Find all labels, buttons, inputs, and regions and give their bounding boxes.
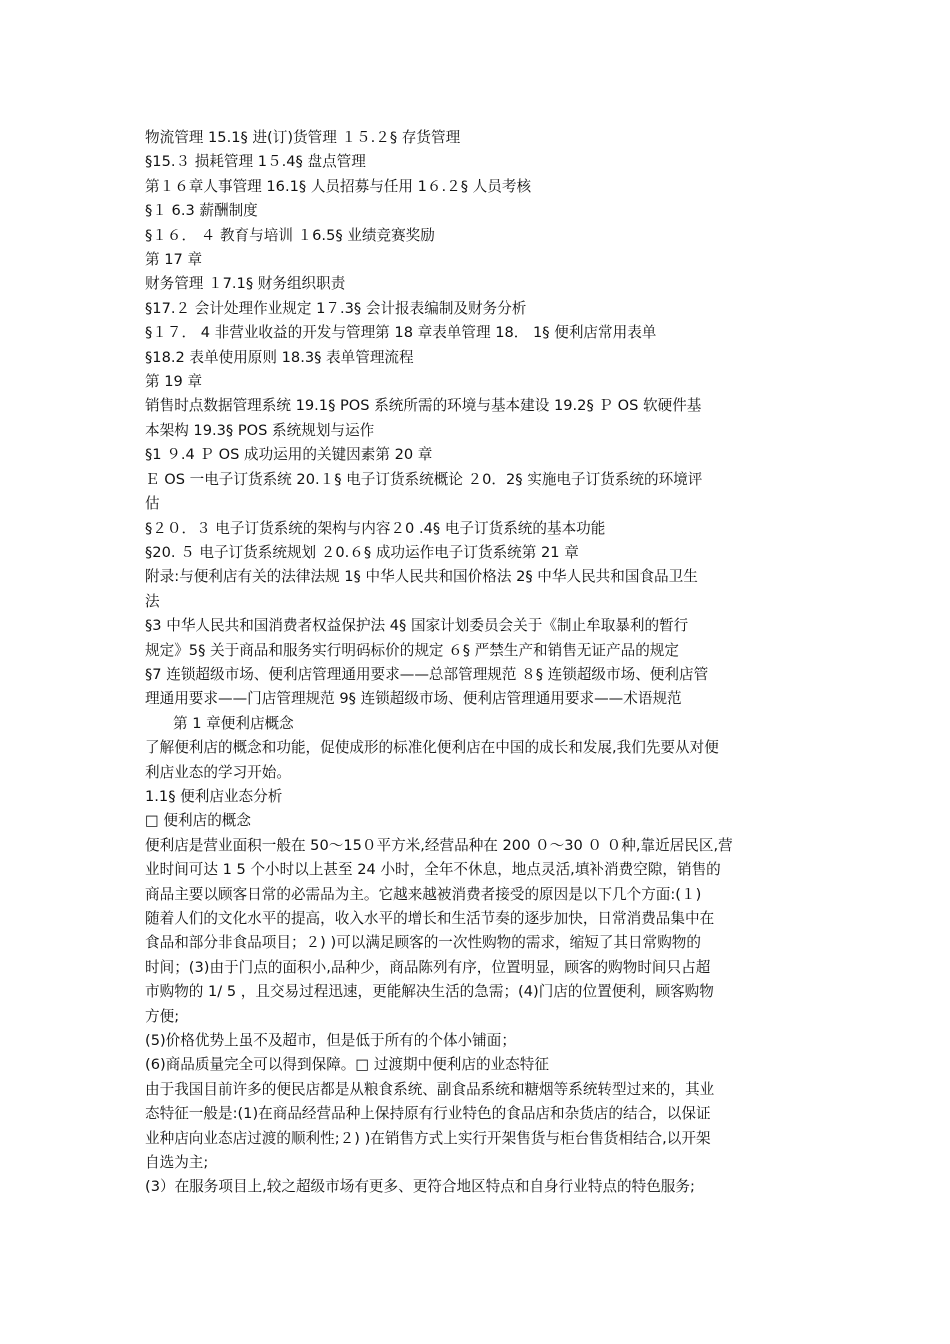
toc-line: §17.２ 会计处理作业规定 1７.3§ 会计报表编制及财务分析 bbox=[145, 299, 527, 317]
body-line: 利店业态的学习开始。 bbox=[145, 763, 291, 781]
body-line: 随着人们的文化水平的提高，收入水平的增长和生活节奏的逐步加快，日常消费品集中在 bbox=[145, 910, 715, 927]
body-line: 食品和部分非食品项目；２) )可以满足顾客的一次性购物的需求，缩短了其日常购物的 bbox=[145, 934, 701, 952]
body-line: 由于我国目前许多的便民店都是从粮食系统、副食品系统和糖烟等系统转型过来的，其业 bbox=[145, 1080, 715, 1098]
chapter-heading: 第 1 章便利店概念 bbox=[173, 714, 294, 732]
toc-line: 估 bbox=[145, 495, 160, 513]
toc-line: §7 连锁超级市场、便利店管理通用要求——总部管理规范 ８§ 连锁超级市场、便利店管 bbox=[145, 665, 709, 683]
body-line: 自选为主; bbox=[145, 1154, 209, 1172]
body-line: 业时间可达 1 5 个小时以上甚至 24 小时，全年不休息，地点灵活,填补消费空隙，销售的 bbox=[145, 861, 721, 879]
body-line: (5)价格优势上虽不及超市，但是低于所有的个体小铺面； bbox=[145, 1032, 516, 1050]
toc-line: §１７． 4 非营业收益的开发与管理第 18 章表单管理 18． 1§ 便利店常用表单 bbox=[145, 324, 657, 342]
toc-line: §１６． ４ 教育与培训 １6.5§ 业绩竞赛奖励 bbox=[145, 226, 435, 244]
toc-line: Ｅ OS 一电子订货系统 20.１§ 电子订货系统概论 ２0．2§ 实施电子订货系统的环境评 bbox=[145, 470, 703, 488]
body-line: 便利店是营业面积一般在 50～15０平方米,经营品种在 200 ０～30 ０ ０种,靠近居民区,营 bbox=[145, 836, 733, 854]
body-line: □ 便利店的概念 bbox=[145, 812, 251, 830]
toc-line: 法 bbox=[145, 592, 160, 610]
toc-line: 规定》5§ 关于商品和服务实行明码标价的规定 ６§ 严禁生产和销售无证产品的规定 bbox=[145, 641, 679, 659]
body-block bbox=[145, 736, 810, 1200]
toc-line: §1 ９.4 Ｐ OS 成功运用的关键因素第 20 章 bbox=[145, 446, 433, 464]
toc-line: §２０．３ 电子订货系统的架构与内容２0 .4§ 电子订货系统的基本功能 bbox=[145, 519, 606, 537]
toc-line: §3 中华人民共和国消费者权益保护法 4§ 国家计划委员会关于《制止牟取暴利的暂行 bbox=[145, 617, 689, 635]
body-line: 1.1§ 便利店业态分析 bbox=[145, 787, 283, 805]
body-line: 市购物的 1/ 5 ，且交易过程迅速，更能解决生活的急需；(4)门店的位置便利，顾客购物 bbox=[145, 983, 714, 1001]
toc-line: 理通用要求——门店管理规范 9§ 连锁超级市场、便利店管理通用要求——术语规范 bbox=[145, 690, 682, 708]
toc-line: 财务管理 １7.1§ 财务组织职责 bbox=[145, 275, 346, 293]
body-line: 业种店向业态店过渡的顺利性;２) )在销售方式上实行开架售货与柜台售货相结合,以开架 bbox=[145, 1129, 711, 1147]
toc-line: §18.2 表单使用原则 18.3§ 表单管理流程 bbox=[145, 348, 414, 366]
body-line: 时间；(3)由于门点的面积小,品种少，商品陈列有序，位置明显，顾客的购物时间只占超 bbox=[145, 958, 711, 976]
toc-block bbox=[145, 126, 810, 712]
toc-line: 销售时点数据管理系统 19.1§ POS 系统所需的环境与基本建设 19.2§ Ｐ OS 软硬件基 bbox=[145, 397, 702, 415]
body-line: 商品主要以顾客日常的必需品为主。它越来越被消费者接受的原因是以下几个方面:(１) bbox=[145, 885, 702, 903]
toc-line: 附录:与便利店有关的法律法规 1§ 中华人民共和国价格法 2§ 中华人民共和国食品卫生 bbox=[145, 568, 698, 586]
toc-line: §１ 6.3 薪酬制度 bbox=[145, 202, 258, 220]
body-line: 了解便利店的概念和功能，促使成形的标准化便利店在中国的成长和发展,我们先要从对便 bbox=[145, 739, 719, 757]
toc-line: §20. ５ 电子订货系统规划 ２0.６§ 成功运作电子订货系统第 21 章 bbox=[145, 543, 579, 561]
body-line: 方便; bbox=[145, 1007, 180, 1025]
toc-line: §15.３ 损耗管理 1５.4§ 盘点管理 bbox=[145, 153, 366, 171]
toc-line: 第１６章人事管理 16.1§ 人员招募与任用 1６.２§ 人员考核 bbox=[145, 177, 532, 195]
toc-line: 物流管理 15.1§ 进(订)货管理 １５.２§ 存货管理 bbox=[145, 129, 461, 146]
toc-line: 本架构 19.3§ POS 系统规划与运作 bbox=[145, 421, 375, 439]
body-line: 态特征一般是:(1)在商品经营品种上保持原有行业特色的食品店和杂货店的结合，以保证 bbox=[145, 1105, 711, 1123]
body-line: (3）在服务项目上,较之超级市场有更多、更符合地区特点和自身行业特点的特色服务; bbox=[145, 1178, 695, 1196]
toc-line: 第 19 章 bbox=[145, 373, 203, 391]
toc-line: 第 17 章 bbox=[145, 251, 203, 269]
body-line: (6)商品质量完全可以得到保障。□ 过渡期中便利店的业态特征 bbox=[145, 1056, 549, 1074]
